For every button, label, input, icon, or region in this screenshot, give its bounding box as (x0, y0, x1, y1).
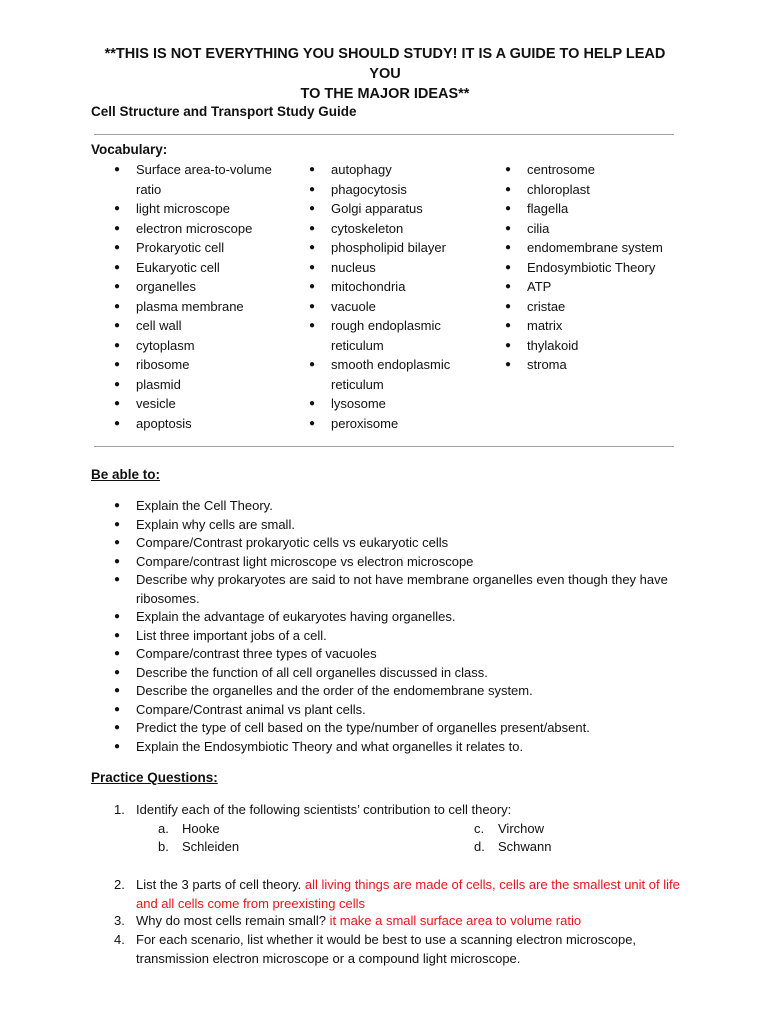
objective-item: ● Describe the function of all cell organelles discussed in class. (114, 664, 674, 683)
divider-top (94, 134, 674, 135)
vocab-item: ● cytoplasm (114, 336, 284, 356)
option-letter: b. (158, 839, 169, 854)
question-text: Identify each of the following scientists’ contribution to cell theory: (136, 802, 512, 817)
vocab-item: ● phagocytosis (309, 180, 479, 200)
vocab-item: ● flagella (505, 199, 675, 219)
question-number: 1. (114, 802, 125, 817)
be-able-to-heading: Be able to: (91, 467, 161, 482)
objective-item: ● Explain why cells are small. (114, 516, 674, 535)
vocab-item: ● Eukaryotic cell (114, 258, 284, 278)
scientist-option (158, 838, 239, 857)
page-title: Cell Structure and Transport Study Guide (91, 104, 357, 119)
option-letter: d. (474, 839, 485, 854)
vocab-item: ● nucleus (309, 258, 479, 278)
scientist-option (474, 838, 551, 857)
vocab-item: ● Surface area-to-volume ratio (114, 160, 284, 199)
vocab-item: ● stroma (505, 355, 675, 375)
divider-bottom (94, 446, 674, 447)
vocab-item: ● cytoskeleton (309, 219, 479, 239)
question-number: 3. (114, 913, 125, 928)
objective-item: ● Compare/Contrast animal vs plant cells. (114, 701, 674, 720)
option-name: Schwann (498, 839, 552, 854)
vocab-item: ● ribosome (114, 355, 284, 375)
vocab-item: ● light microscope (114, 199, 284, 219)
objective-item: ● Compare/contrast three types of vacuoles (114, 645, 674, 664)
objective-item: ● Describe why prokaryotes are said to not have membrane organelles even though they have ribosomes. (114, 571, 674, 608)
vocab-item: ● electron microscope (114, 219, 284, 239)
disclaimer-line-2: TO THE MAJOR IDEAS** (300, 86, 470, 102)
option-name: Virchow (498, 821, 545, 836)
question-2 (114, 876, 680, 913)
vocab-item: ● chloroplast (505, 180, 675, 200)
vocab-item: ● thylakoid (505, 336, 675, 356)
vocab-item: ● rough endoplasmic reticulum (309, 316, 479, 355)
question-1 (114, 801, 680, 820)
objective-item: ● List three important jobs of a cell. (114, 627, 674, 646)
option-letter: a. (158, 821, 169, 836)
vocab-item: ● smooth endoplasmic reticulum (309, 355, 479, 394)
vocab-item: ● plasma membrane (114, 297, 284, 317)
vocab-item: ● plasmid (114, 375, 284, 395)
vocab-item: ● organelles (114, 277, 284, 297)
practice-questions-heading: Practice Questions: (91, 770, 218, 785)
question-text: For each scenario, list whether it would be best to use a scanning electron microscope, transmission electron microscope or a compound light microscope. (136, 932, 637, 966)
vocabulary-column-1 (114, 160, 284, 433)
objective-item: ● Compare/contrast light microscope vs electron microscope (114, 553, 674, 572)
scientist-option (158, 820, 220, 839)
answer-text: it make a small surface area to volume ratio (329, 913, 582, 928)
question-text: List the 3 parts of cell theory. (136, 877, 305, 892)
objective-item: ● Describe the organelles and the order of the endomembrane system. (114, 682, 674, 701)
scientist-option (474, 820, 544, 839)
disclaimer-line-1: **THIS IS NOT EVERYTHING YOU SHOULD STUDY! IT IS A GUIDE TO HELP LEAD YOU (104, 46, 666, 82)
vocab-item: ● lysosome (309, 394, 479, 414)
objective-item: ● Predict the type of cell based on the type/number of organelles present/absent. (114, 719, 674, 738)
vocab-item: ● Endosymbiotic Theory (505, 258, 675, 278)
learning-objectives-list (114, 497, 674, 756)
objective-item: ● Explain the advantage of eukaryotes having organelles. (114, 608, 674, 627)
vocabulary-column-3 (505, 160, 675, 375)
answer-text: all living things are made of cells, cells are the smallest unit of life and all cells come from preexisting cells (136, 877, 680, 911)
objective-item: ● Explain the Cell Theory. (114, 497, 674, 516)
question-text-wrapper (114, 876, 680, 913)
vocab-item: ● autophagy (309, 160, 479, 180)
objective-item: ● Explain the Endosymbiotic Theory and what organelles it relates to. (114, 738, 674, 757)
vocab-item: ● vacuole (309, 297, 479, 317)
vocab-item: ● centrosome (505, 160, 675, 180)
disclaimer-banner (90, 44, 680, 104)
vocab-item: ● cell wall (114, 316, 284, 336)
vocab-item: ● endomembrane system (505, 238, 675, 258)
vocab-item: ● Golgi apparatus (309, 199, 479, 219)
vocab-item: ● phospholipid bilayer (309, 238, 479, 258)
vocab-item: ● apoptosis (114, 414, 284, 434)
question-number: 4. (114, 932, 125, 947)
vocabulary-column-2 (309, 160, 479, 433)
vocab-item: ● cilia (505, 219, 675, 239)
option-name: Hooke (182, 821, 220, 836)
vocab-item: ● peroxisome (309, 414, 479, 434)
option-name: Schleiden (182, 839, 240, 854)
vocab-item: ● cristae (505, 297, 675, 317)
objective-item: ● Compare/Contrast prokaryotic cells vs eukaryotic cells (114, 534, 674, 553)
option-letter: c. (474, 821, 485, 836)
question-text-wrapper (114, 912, 680, 931)
question-4 (114, 931, 680, 968)
question-3 (114, 912, 680, 931)
vocabulary-heading: Vocabulary: (91, 142, 168, 157)
question-text: Why do most cells remain small? (136, 913, 330, 928)
vocab-item: ● Prokaryotic cell (114, 238, 284, 258)
vocab-item: ● matrix (505, 316, 675, 336)
vocab-item: ● mitochondria (309, 277, 479, 297)
question-number: 2. (114, 877, 125, 892)
vocab-item: ● ATP (505, 277, 675, 297)
vocab-item: ● vesicle (114, 394, 284, 414)
